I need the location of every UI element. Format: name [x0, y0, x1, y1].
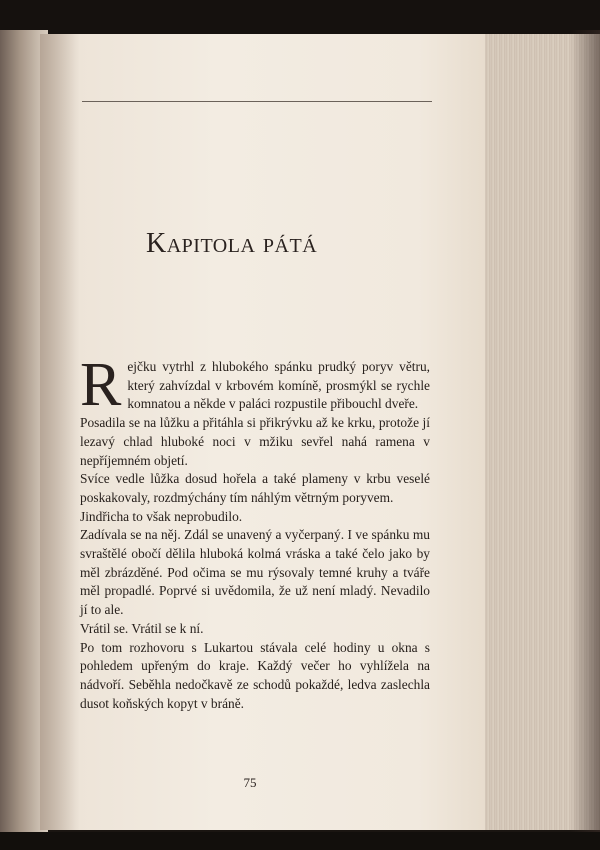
page-edges-shadow	[570, 30, 600, 832]
chapter-text	[80, 351, 430, 713]
paragraph: ejčku vytrhl z hlubokého spánku prudký poryv větru, který zahvízdal v krbovém komíně, prosmýkl se rychle komnatou a někde v paláci rozpustile přibouchl dveře.	[127, 359, 430, 412]
paragraph: Svíce vedle lůžka dosud hořela a také plameny v krbu veselé poskakovaly, rozdmýchány tím náhlým větrným poryvem.	[80, 471, 430, 505]
paragraph: Jindřicha to však neprobudilo.	[80, 508, 243, 524]
paragraph: Zadívala se na něj. Zdál se unavený a vyčerpaný. I ve spánku mu svraštělé obočí dělila hluboká kolmá vráska a také čelo jako by měl zbrázděné. Pod očima se mu rýsovaly temné kruhy a tváře měl propadlé. Poprvé si uvědomila, že už není mladý. Nevadilo jí to ale.	[80, 527, 430, 618]
background-bottom	[0, 832, 600, 850]
chapter-title: Kapitola pátá	[146, 228, 318, 259]
paragraph: Vrátil se. Vrátil se k ní.	[80, 620, 204, 636]
background-top	[0, 0, 600, 36]
header-rule	[82, 101, 432, 102]
paragraph: Po tom rozhovoru s Lukartou stávala celé hodiny u okna s pohledem upřeným do kraje. Každý večer ho vyhlížela na nádvoří. Seběhla nedočkavě ze schodů pokaždé, ledva zaslechla dusot koňských kopyt v bráně.	[80, 639, 430, 711]
page-number: 75	[243, 775, 257, 790]
paragraph: Posadila se na lůžku a přitáhla si přikrývku až ke krku, protože jí lezavý chlad hluboké noci v mžiku sevřel nahá ramena v nepříjemném objetí.	[80, 415, 430, 468]
drop-cap: R	[80, 351, 122, 419]
